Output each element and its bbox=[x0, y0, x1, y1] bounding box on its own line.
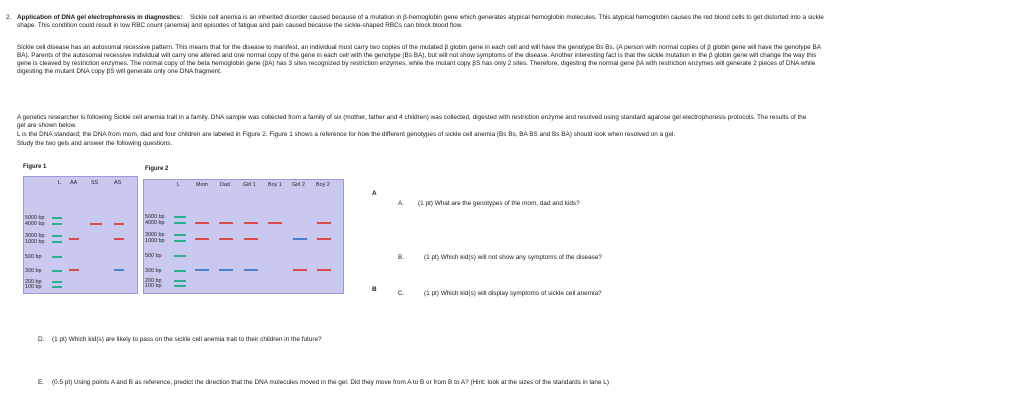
fig2-boy2-band bbox=[317, 238, 331, 240]
fig1-ladder-band bbox=[52, 286, 62, 288]
fig1-aa-band bbox=[69, 269, 79, 271]
fig1-lane-SS: SS bbox=[91, 180, 99, 186]
fig2-girl1-band bbox=[244, 222, 258, 224]
question-a-text: (1 pt) What are the genotypes of the mom, dad and kids? bbox=[418, 200, 580, 207]
fig1-ss-band bbox=[90, 223, 102, 225]
fig1-ladder-1000: 1000 bp bbox=[25, 239, 45, 245]
fig1-ladder-200: 200 bp bbox=[25, 279, 42, 285]
question-e-letter: E. bbox=[38, 379, 45, 386]
fig2-dad-band bbox=[219, 238, 233, 240]
fig1-ladder-band bbox=[52, 241, 62, 243]
marker-b: B bbox=[372, 286, 377, 293]
fig2-ladder-band bbox=[174, 222, 186, 224]
question-b-letter: B. bbox=[398, 254, 405, 261]
fig1-ladder-100: 100 bp bbox=[25, 284, 42, 290]
fig1-ladder-300: 300 bp bbox=[25, 268, 42, 274]
fig2-girl1-band bbox=[244, 238, 258, 240]
fig2-dad-band bbox=[219, 222, 233, 224]
fig2-girl1-band bbox=[244, 269, 258, 271]
question-c-letter: C. bbox=[398, 290, 405, 297]
fig1-ladder-5000: 5000 bp bbox=[25, 215, 45, 221]
fig2-boy2-band bbox=[317, 269, 331, 271]
fig2-mom-band bbox=[195, 269, 209, 271]
fig2-ladder-5000: 5000 bp bbox=[145, 214, 165, 220]
fig2-ladder-200: 200 bp bbox=[145, 278, 162, 284]
fig2-ladder-1000: 1000 bp bbox=[145, 238, 165, 244]
fig2-lane-dad: Dad bbox=[220, 182, 230, 188]
fig1-ladder-band bbox=[52, 235, 62, 237]
fig2-ladder-band bbox=[174, 240, 186, 242]
fig2-ladder-3000: 3000 bp bbox=[145, 232, 165, 238]
fig1-as-band bbox=[114, 269, 124, 271]
question-a-letter: A. bbox=[398, 200, 405, 207]
fig2-dad-band bbox=[219, 269, 233, 271]
fig1-ladder-band bbox=[52, 270, 62, 272]
fig2-ladder-band bbox=[174, 280, 186, 282]
question-e-text: (0.5 pt) Using points A and B as reference, predict the direction that the DNA molecules moved in the gel. Did they move from A to B or from B to A? (Hint: look at the sizes of the standards in lane L) bbox=[52, 379, 609, 386]
question-title: Application of DNA gel electrophoresis in diagnostics: bbox=[17, 14, 183, 21]
fig1-ladder-band bbox=[52, 256, 62, 258]
fig2-lane-L: L bbox=[177, 182, 180, 188]
fig1-ladder-band bbox=[52, 223, 62, 225]
figure2-gel bbox=[143, 179, 344, 294]
fig1-lane-L: L bbox=[58, 180, 61, 186]
intro-line-1: Sickle cell anemia is an inherited disorder caused because of a mutation in β-hemoglobin gene which generates atypical hemoglobin molecules. This atypical hemoglobin causes the red blood cells to get distorted into a sickle bbox=[190, 14, 824, 21]
figure1-title: Figure 1 bbox=[23, 164, 47, 170]
figure2-title: Figure 2 bbox=[145, 166, 169, 172]
fig1-as-band bbox=[114, 223, 124, 225]
fig1-lane-AS: AS bbox=[114, 180, 122, 186]
para2-line-4: digesting the mutant DNA copy βS will generate only one DNA fragment. bbox=[17, 68, 222, 75]
para2-line-1: Sickle cell disease has an autosomal recessive pattern. This means that for the disease to manifest, an individual must carry two copies of the mutated β globin gene in each cell and will have the genotype Bs Bs. (A person with normal copies of β globin gene will have the genotype BA bbox=[17, 44, 822, 51]
para2-line-2: BA). Parents of the autosomal recessive individual will carry one altered and one normal copy of the gene in each cell with the genotype (Bs BA), but will not show symptoms of the disease. Another interesting fact is that the sickle mutation in the β globin gene will change the way this bbox=[17, 52, 817, 59]
question-number: 2. bbox=[6, 14, 12, 21]
fig1-lane-AA: AA bbox=[70, 180, 78, 186]
fig2-ladder-500: 500 bp bbox=[145, 253, 162, 259]
para3-line-1: A genetics researcher is following Sickle cell anemia trait in a family. DNA sample was collected from a family of six (mother, father and 4 children) was collected, digested with restriction enzyme and resolved using standard agarose gel electrophoresis protocols. The results of the bbox=[17, 114, 807, 121]
question-d-text: (1 pt) Which kid(s) are likely to pass on the sickle cell anemia trait to their children in the future? bbox=[52, 336, 322, 343]
fig2-lane-boy2: Boy 2 bbox=[316, 182, 330, 188]
fig1-as-band bbox=[114, 238, 124, 240]
fig1-ladder-band bbox=[52, 281, 62, 283]
fig2-mom-band bbox=[195, 238, 209, 240]
fig1-ladder-band bbox=[52, 217, 62, 219]
para2-line-3: gene is cleaved by restriction enzymes. The normal copy of the beta hemoglobin gene (βA) has 3 sites recognized by restriction enzymes, while the mutant copy βS has only 2 sites. Therefore, digesting the normal gene βA with restriction enzymes will generate 2 pieces of DNA while bbox=[17, 60, 816, 67]
fig2-ladder-300: 300 bp bbox=[145, 268, 162, 274]
fig2-ladder-band bbox=[174, 216, 186, 218]
fig2-ladder-100: 100 bp bbox=[145, 283, 162, 289]
fig2-ladder-band bbox=[174, 285, 186, 287]
fig2-girl2-band bbox=[293, 238, 307, 240]
fig2-girl2-band bbox=[293, 269, 307, 271]
para3-line-4: Study the two gels and answer the following questions. bbox=[17, 140, 173, 147]
fig2-lane-girl1: Girl 1 bbox=[243, 182, 256, 188]
fig2-ladder-band bbox=[174, 255, 186, 257]
fig1-ladder-4000: 4000 bp bbox=[25, 221, 45, 227]
question-d-letter: D. bbox=[38, 336, 45, 343]
fig2-ladder-band bbox=[174, 270, 186, 272]
fig2-lane-boy1: Boy 1 bbox=[268, 182, 282, 188]
fig2-lane-girl2: Girl 2 bbox=[292, 182, 305, 188]
fig1-ladder-500: 500 bp bbox=[25, 254, 42, 260]
fig2-boy1-band bbox=[268, 222, 282, 224]
fig2-lane-mom: Mom bbox=[196, 182, 208, 188]
fig2-mom-band bbox=[195, 222, 209, 224]
fig2-boy2-band bbox=[317, 222, 331, 224]
marker-a: A bbox=[372, 190, 377, 197]
question-b-text: (1 pt) Which kid(s) will not show any symptoms of the disease? bbox=[424, 254, 602, 261]
para3-line-3: L is the DNA standard; the DNA from mom, dad and four children are labeled in Figure 2. Figure 1 shows a reference for how the different genotypes of sickle cell anemia (Bs Bs, BA BS and Bs BA) should look when resolved on a gel. bbox=[17, 131, 676, 138]
fig1-aa-band bbox=[69, 238, 79, 240]
fig2-ladder-4000: 4000 bp bbox=[145, 220, 165, 226]
para3-line-2: gel are shown below. bbox=[17, 122, 77, 129]
question-c-text: (1 pt) Which kid(s) will display symptoms of sickle cell anemia? bbox=[424, 290, 602, 297]
intro-line-2: shape. This condition could result in low RBC count (anemia) and episodes of fatigue and pain caused because the sickle-shaped RBCs can block blood flow. bbox=[17, 22, 463, 29]
figure1-gel bbox=[23, 176, 138, 294]
fig2-ladder-band bbox=[174, 234, 186, 236]
fig1-ladder-3000: 3000 bp bbox=[25, 233, 45, 239]
